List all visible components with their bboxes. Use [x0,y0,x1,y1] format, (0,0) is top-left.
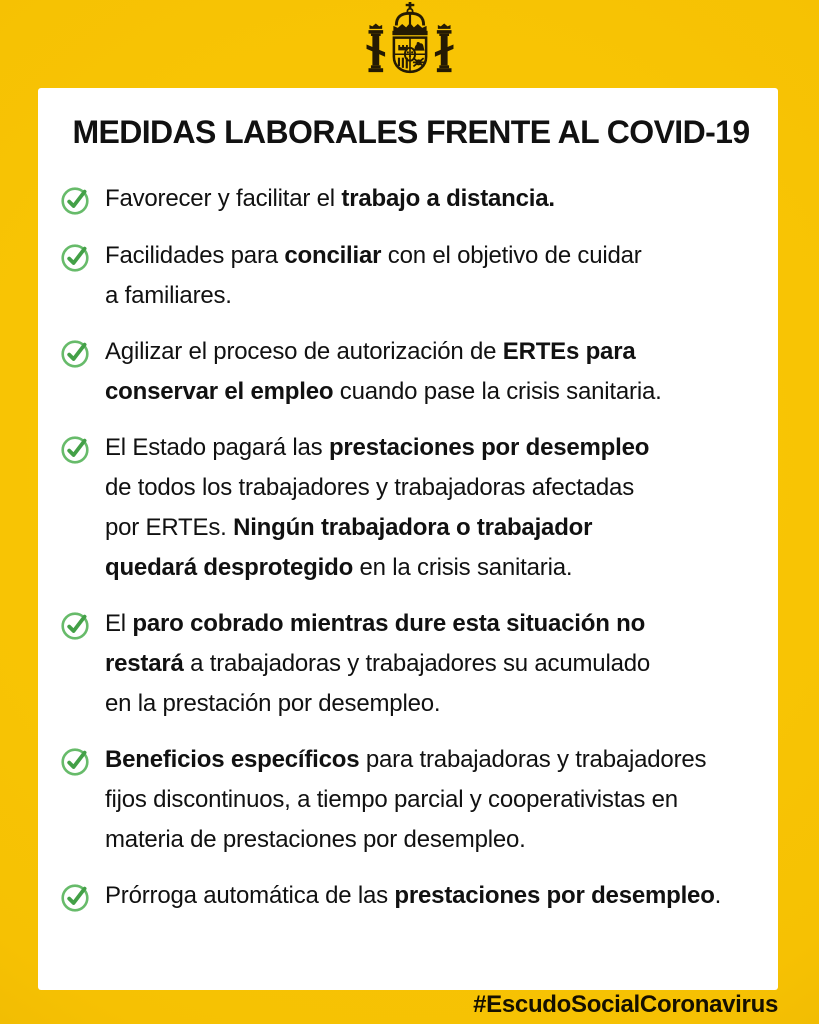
measure-text [105,179,762,219]
measure-text [105,332,762,412]
check-circle-icon [60,876,105,917]
measure-line: Facilidades para conciliar con el objetivo de cuidar [105,242,642,269]
measure-line: por ERTEs. Ningún trabajadora o trabajador [105,514,593,541]
measure-line: Beneficios específicos para trabajadoras y trabajadores [105,746,707,773]
measure-line: restará a trabajadoras y trabajadores su acumulado [105,650,651,677]
spain-coat-of-arms-icon [351,2,469,91]
measure-text [105,876,762,916]
measure-line: a familiares. [105,282,232,309]
measure-text [105,236,762,316]
measure-line: quedará desprotegido en la crisis sanitaria. [105,554,573,581]
check-circle-icon [60,604,105,645]
measure-line: Prórroga automática de las prestaciones por desempleo. [105,882,722,909]
measure-line: conservar el empleo cuando pase la crisis sanitaria. [105,378,662,405]
measure-text [105,604,762,724]
measure-item [60,428,762,588]
measure-item [60,332,762,412]
measure-line: Favorecer y facilitar el trabajo a distancia. [105,185,555,212]
measure-line: en la prestación por desempleo. [105,690,441,717]
check-circle-icon [60,236,105,277]
measure-text [105,428,762,588]
measure-item [60,604,762,724]
check-circle-icon [60,740,105,781]
measure-line: Agilizar el proceso de autorización de ERTEs para [105,338,636,365]
check-circle-icon [60,179,105,220]
check-circle-icon [60,332,105,373]
measure-line: materia de prestaciones por desempleo. [105,826,526,853]
measure-item [60,740,762,860]
measure-line: El paro cobrado mientras dure esta situación no [105,610,646,637]
measure-line: El Estado pagará las prestaciones por desempleo [105,434,650,461]
measure-item [60,179,762,220]
measure-item [60,876,762,917]
measures-list [60,179,762,917]
hashtag: #EscudoSocialCoronavirus [473,991,778,1018]
measure-line: fijos discontinuos, a tiempo parcial y cooperativistas en [105,786,678,813]
check-circle-icon [60,428,105,469]
measure-text [105,740,762,860]
measure-line: de todos los trabajadores y trabajadoras afectadas [105,474,635,501]
measures-card [38,88,778,990]
page-title: MEDIDAS LABORALES FRENTE AL COVID-19 [72,114,750,150]
measure-item [60,236,762,316]
